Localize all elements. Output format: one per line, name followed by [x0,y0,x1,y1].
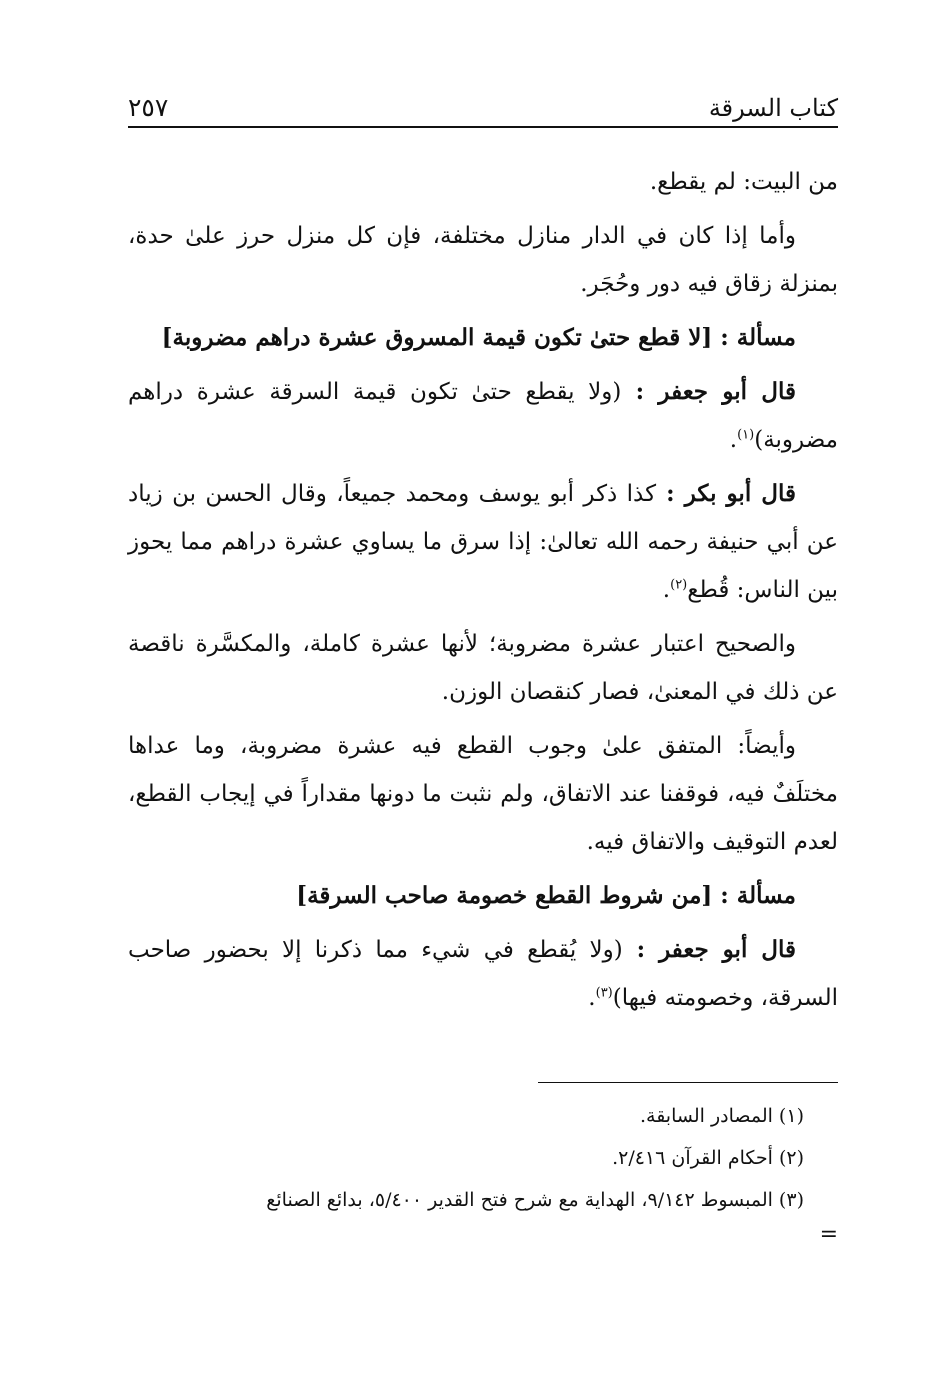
paragraph [128,158,838,206]
quote-text: (ولا يقطع حتىٰ تكون قيمة السرقة عشرة دراهم مضروبة) [128,379,838,453]
paragraph-text: والصحيح اعتبار عشرة مضروبة؛ لأنها عشرة كاملة، والمكسَّرة ناقصة عن ذلك في المعنىٰ، فصار كنقصان الوزن. [128,631,838,705]
continuation-mark: = [819,1222,838,1247]
speaker: قال أبو بكر : [656,480,797,507]
issue-heading [128,872,838,920]
main-text [128,158,838,1022]
book-title: كتاب السرقة [708,94,838,122]
footnote-ref[interactable]: (١) [737,427,755,443]
footnote-ref[interactable]: (٣) [595,985,613,1001]
issue-title: [لا قطع حتىٰ تكون قيمة المسروق عشرة دراهم مضروبة] [161,324,713,351]
period: . [588,985,596,1011]
issue-title: [من شروط القطع خصومة صاحب السرقة] [296,882,713,909]
paragraph [128,368,838,464]
footnote: (١) المصادر السابقة. [639,1105,804,1127]
issue-heading [128,314,838,362]
issue-label: مسألة : [712,324,796,351]
paragraph [128,620,838,716]
speaker: قال أبو جعفر : [621,378,796,405]
speaker: قال أبو جعفر : [622,936,796,963]
period: . [729,427,738,453]
paragraph [128,212,838,308]
paragraph-text: وأيضاً: المتفق علىٰ وجوب القطع فيه عشرة مضروبة، وما عداها مختلَفٌ فيه، فوقفنا عند الاتفاق، ولم نثبت ما دونها مقداراً في إيجاب القطع، لعدم التوقيف والاتفاق فيه. [128,733,838,855]
footnote: (٣) المبسوط ٩/١٤٢، الهداية مع شرح فتح القدير ٥/٤٠٠، بدائع الصنائع [266,1189,804,1211]
page-number: ٢٥٧ [128,93,169,122]
footnote-ref[interactable]: (٢) [670,577,688,593]
paragraph [128,926,838,1022]
paragraph-text: كذا ذكر أبو يوسف ومحمد جميعاً، وقال الحسن بن زياد عن أبي حنيفة رحمه الله تعالىٰ: إذا سرق ما يساوي عشرة دراهم مما يحوز بين الناس: قُطع [128,481,838,603]
running-header [128,70,838,128]
paragraph-text: من البيت: لم يقطع. [649,169,838,195]
footnote-divider [538,1082,838,1083]
paragraph [128,722,838,866]
quote-text: (ولا يُقطع في شيء مما ذكرنا إلا بحضور صاحب السرقة، وخصومته فيها) [128,937,838,1011]
footnotes [128,1097,838,1247]
paragraph-text: وأما إذا كان في الدار منازل مختلفة، فإن كل منزل حرز علىٰ حدة، بمنزلة زقاق فيه دور وحُجَر. [128,223,838,297]
paragraph [128,470,838,614]
period: . [662,577,671,603]
footnote: (٢) أحكام القرآن ٢/٤١٦. [612,1147,804,1169]
issue-label: مسألة : [712,882,796,909]
page [128,70,838,1247]
